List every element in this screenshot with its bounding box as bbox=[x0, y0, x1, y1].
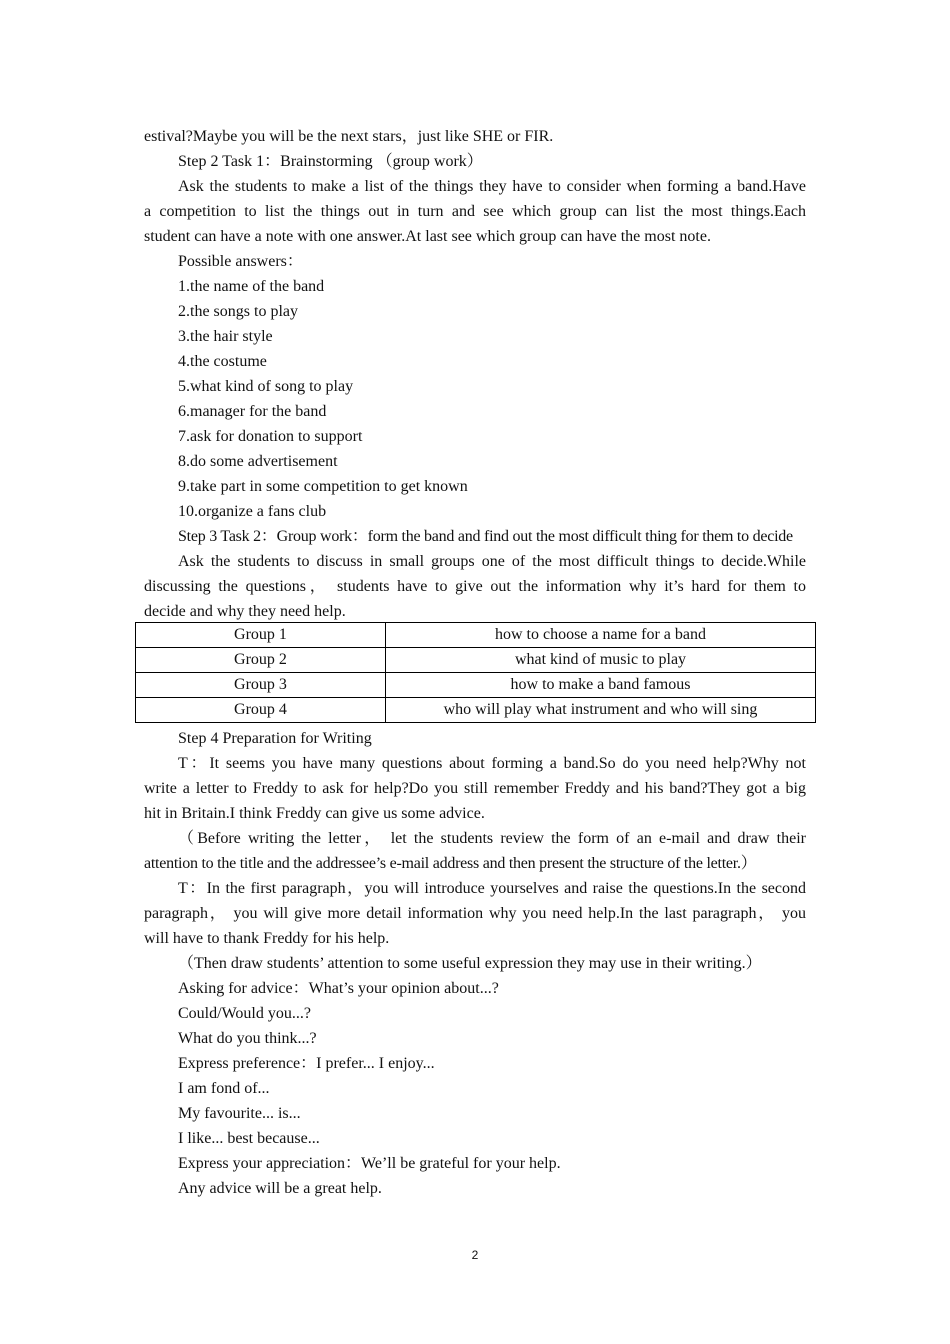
text-line: Step 4 Preparation for Writing bbox=[178, 730, 372, 747]
task-cell: how to make a band famous bbox=[386, 673, 816, 698]
text-line: 10.organize a fans club bbox=[178, 503, 327, 520]
text-line: （Then draw students’ attention to some useful expression they may use in their writing.） bbox=[178, 955, 762, 972]
text-line: Ask the students to make a list of the things they have to consider when forming a band.Have bbox=[178, 178, 806, 195]
text-line: Express your appreciation：We’ll be grateful for your help. bbox=[178, 1155, 561, 1172]
text-line: Possible answers： bbox=[178, 253, 303, 270]
text-line: a competition to list the things out in turn and see which group can list the most things.Each bbox=[144, 203, 806, 220]
table-row bbox=[136, 623, 816, 648]
text-line: decide and why they need help. bbox=[144, 603, 346, 620]
text-line: 3.the hair style bbox=[178, 328, 273, 345]
text-line: 6.manager for the band bbox=[178, 403, 327, 420]
text-line: What do you think...? bbox=[178, 1030, 317, 1047]
text-line: paragraph， you will give more detail information why you need help.In the last paragraph， you bbox=[144, 905, 806, 922]
text-line: Step 2 Task 1：Brainstorming （group work） bbox=[178, 153, 483, 170]
text-line: will have to thank Freddy for his help. bbox=[144, 930, 390, 947]
task-cell: how to choose a name for a band bbox=[386, 623, 816, 648]
table-row bbox=[136, 698, 816, 723]
text-line: 1.the name of the band bbox=[178, 278, 325, 295]
body-text-top bbox=[144, 124, 806, 624]
text-line: T：It seems you have many questions about forming a band.So do you need help?Why not bbox=[178, 755, 806, 772]
table-row bbox=[136, 673, 816, 698]
text-line: attention to the title and the addressee’s e-mail address and then present the structure of the letter.） bbox=[144, 855, 757, 872]
task-cell: who will play what instrument and who will sing bbox=[386, 698, 816, 723]
text-line: 2.the songs to play bbox=[178, 303, 298, 320]
text-line: Ask the students to discuss in small groups one of the most difficult things to decide.While bbox=[178, 553, 806, 570]
text-line: estival?Maybe you will be the next stars，just like SHE or FIR. bbox=[144, 128, 554, 145]
text-line: I am fond of... bbox=[178, 1080, 270, 1097]
group-cell: Group 3 bbox=[136, 673, 386, 698]
group-cell: Group 4 bbox=[136, 698, 386, 723]
group-task-table-wrap bbox=[135, 622, 816, 723]
page-number: 2 bbox=[471, 1248, 479, 1262]
text-line: write a letter to Freddy to ask for help?Do you still remember Freddy and his band?They got a big bbox=[144, 780, 806, 797]
text-line: （Before writing the letter， let the students review the form of an e-mail and draw their bbox=[178, 830, 806, 847]
text-line: 7.ask for donation to support bbox=[178, 428, 363, 445]
body-text-bottom bbox=[144, 726, 806, 1201]
text-line: 5.what kind of song to play bbox=[178, 378, 354, 395]
group-task-table bbox=[135, 622, 816, 723]
task-cell: what kind of music to play bbox=[386, 648, 816, 673]
text-line: Express preference：I prefer... I enjoy... bbox=[178, 1055, 435, 1072]
text-line: discussing the questions， students have to give out the information why it’s hard for them to bbox=[144, 578, 806, 595]
text-line: Any advice will be a great help. bbox=[178, 1180, 382, 1197]
text-line: Asking for advice：What’s your opinion about...? bbox=[178, 980, 499, 997]
text-line: 9.take part in some competition to get known bbox=[178, 478, 468, 495]
text-line: 8.do some advertisement bbox=[178, 453, 338, 470]
text-line: T：In the first paragraph，you will introduce yourselves and raise the questions.In the second bbox=[178, 880, 806, 897]
text-line: 4.the costume bbox=[178, 353, 267, 370]
text-line: student can have a note with one answer.At last see which group can have the most note. bbox=[144, 228, 711, 245]
group-cell: Group 2 bbox=[136, 648, 386, 673]
text-line: My favourite... is... bbox=[178, 1105, 301, 1122]
group-cell: Group 1 bbox=[136, 623, 386, 648]
text-line: I like... best because... bbox=[178, 1130, 320, 1147]
text-line: Could/Would you...? bbox=[178, 1005, 311, 1022]
table-row bbox=[136, 648, 816, 673]
text-line: hit in Britain.I think Freddy can give us some advice. bbox=[144, 805, 485, 822]
text-line: Step 3 Task 2：Group work：form the band and find out the most difficult thing for them to decide bbox=[178, 528, 793, 545]
